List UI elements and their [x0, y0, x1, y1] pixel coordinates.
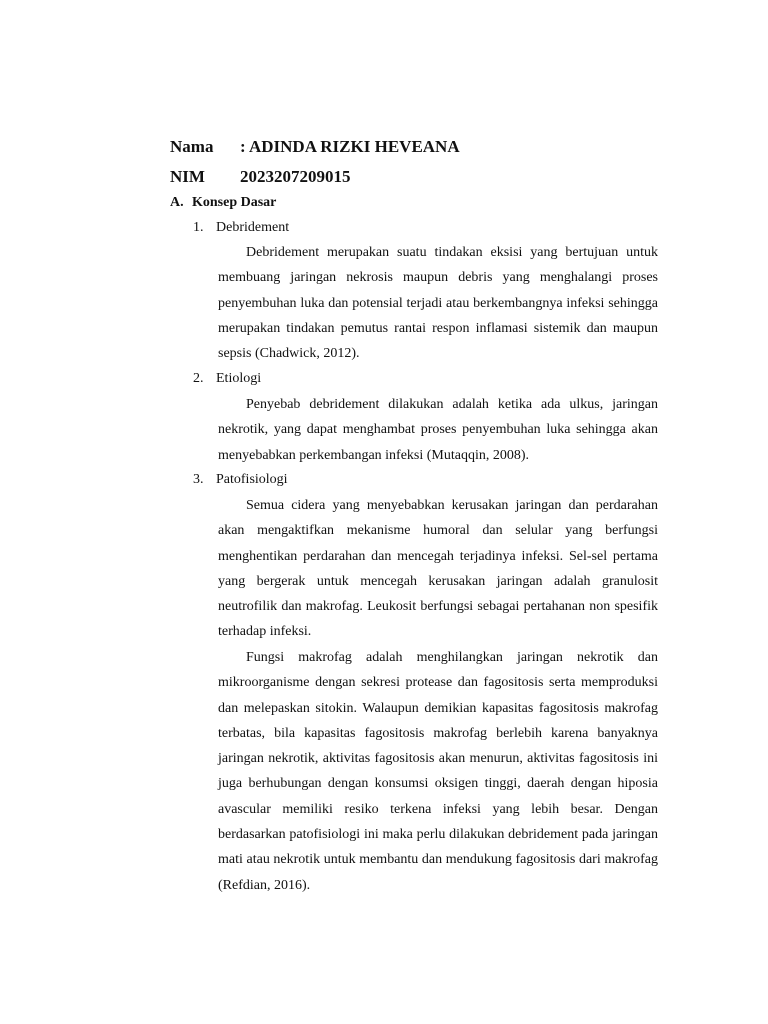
nim-value: 2023207209015	[240, 167, 351, 186]
item-title: Debridement	[216, 220, 290, 235]
student-nim-row	[170, 167, 351, 187]
paragraph-patofisiologi-2: Fungsi makrofag adalah menghilangkan jaringan nekrotik dan mikroorganisme dengan sekresi protease dan fagositosis serta memproduksi dan melepaskan sitokin. Walaupun demikian kapasitas fagositosis makrofag terbatas, bila kapasitas fagositosis makrofag berlebih karena banyaknya jaringan nekrotik, aktivitas fagositosis akan menurun, aktivitas fagositosis ini juga berhubungan dengan konsumsi oksigen tinggi, daerah dengan hiposia avascular memiliki resiko terkena infeksi yang lebih besar. Dengan berdasarkan patofisiologi ini maka perlu dilakukan debridement pada jaringan mati atau nekrotik untuk membantu dan mendukung fagositosis dari makrofag (Refdian, 2016).	[218, 650, 658, 893]
item-heading-etiologi	[193, 371, 261, 387]
name-label: Nama	[170, 137, 214, 156]
paragraph-patofisiologi-1: Semua cidera yang menyebabkan kerusakan jaringan dan perdarahan akan mengaktifkan mekanisme humoral dan selular yang berfungsi menghentikan perdarahan dan mencegah terjadinya infeksi. Sel-sel pertama yang bergerak untuk mencegah kerusakan jaringan adalah granulosit neutrofilik dan makrofag. Leukosit berfungsi sebagai pertahanan non spesifik terhadap infeksi.	[218, 498, 658, 640]
paragraph-etiologi: Penyebab debridement dilakukan adalah ketika ada ulkus, jaringan nekrotik, yang dapat menghambat proses penyembuhan luka sehingga akan menyebabkan perkembangan infeksi (Mutaqqin, 2008).	[218, 397, 658, 463]
section-title: Konsep Dasar	[192, 195, 277, 210]
item-number: 3.	[193, 472, 204, 487]
item-title: Patofisiologi	[216, 472, 288, 487]
section-heading	[170, 195, 276, 211]
section-marker: A.	[170, 195, 184, 210]
item-number: 1.	[193, 220, 204, 235]
paragraph-debridement: Debridement merupakan suatu tindakan eksisi yang bertujuan untuk membuang jaringan nekrosis maupun debris yang menghalangi proses penyembuhan luka dan potensial terjadi atau berkembangnya infeksi sehingga merupakan tindakan pemutus rantai respon inflamasi sistemik dan maupun sepsis (Chadwick, 2012).	[218, 245, 658, 362]
nim-label: NIM	[170, 167, 205, 186]
name-value: : ADINDA RIZKI HEVEANA	[240, 137, 460, 156]
item-heading-debridement	[193, 220, 289, 236]
item-title: Etiologi	[216, 371, 262, 386]
student-name-row	[170, 137, 460, 157]
item-heading-patofisiologi	[193, 472, 288, 488]
item-number: 2.	[193, 371, 204, 386]
